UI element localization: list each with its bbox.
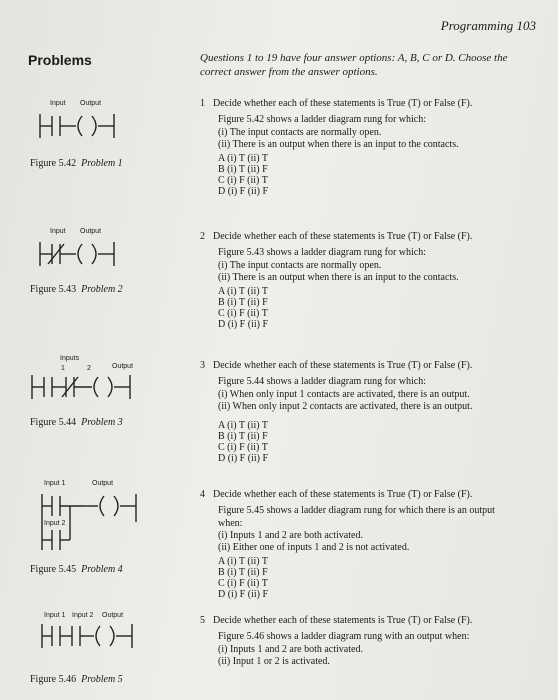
figure-5-43 xyxy=(30,228,180,303)
page-header: Programming 103 xyxy=(440,18,536,33)
answer-option-a[interactable]: A (i) T (ii) T xyxy=(218,286,268,298)
figure-label-input: Input xyxy=(50,228,66,235)
figure-caption: Figure 5.43 Problem 2 xyxy=(30,284,123,295)
figure-label-output: Output xyxy=(80,228,102,235)
answer-option-b[interactable]: B (i) T (ii) F xyxy=(218,296,268,308)
section-title: Problems xyxy=(28,52,92,68)
question-1: 1 Decide whether each of these statements is True (T) or False (F). Figure 5.42 shows a ladder diagram rung for which: (i) The input contacts are normally open. (ii) There is an output when there is an input to the contacts. A (i) T (ii) T B (i) T (ii) F C (i) F (ii) T D (i) F (ii) F xyxy=(200,98,540,197)
answer-option-d[interactable]: D (i) F (ii) F xyxy=(218,588,268,600)
ladder-rung-diagram xyxy=(38,240,138,268)
answer-option-d[interactable]: D (i) F (ii) F xyxy=(218,452,268,464)
ladder-rung-diagram xyxy=(30,373,160,401)
figure-label-inputs: Inputs xyxy=(60,355,80,362)
figure-label-output: Output xyxy=(102,612,124,619)
question-3: 3 Decide whether each of these statements is True (T) or False (F). Figure 5.44 shows a ladder diagram rung for which: (i) When only input 1 contacts are activated, there is an output. (ii) When only input 2 contacts are activated, there is an output. A (i) T (ii) T B (i) T (ii) F C (i) F (ii) T D (i) F (ii) F xyxy=(200,360,540,464)
figure-5-45 xyxy=(30,480,180,580)
figure-label-input-1: Input 1 xyxy=(44,612,66,619)
figure-caption: Figure 5.46 Problem 5 xyxy=(30,674,123,685)
instructions: Questions 1 to 19 have four answer options: A, B, C or D. Choose the correct answer from the answer options. xyxy=(200,52,508,78)
figure-caption: Figure 5.42 Problem 1 xyxy=(30,158,123,169)
answer-option-c[interactable]: C (i) F (ii) T xyxy=(218,441,268,453)
answer-option-a[interactable]: A (i) T (ii) T xyxy=(218,153,268,165)
figure-label-input-1: Input 1 xyxy=(44,480,66,487)
figure-label-input-2: 2 xyxy=(87,365,91,372)
answer-option-d[interactable]: D (i) F (ii) F xyxy=(218,318,268,330)
ladder-rung-diagram xyxy=(38,112,138,140)
figure-caption: Figure 5.44 Problem 3 xyxy=(30,417,123,428)
figure-label-output: Output xyxy=(92,480,114,487)
figure-5-42 xyxy=(30,100,170,175)
figure-5-46 xyxy=(30,612,180,692)
figure-label-input-1: 1 xyxy=(61,365,65,372)
figure-caption: Figure 5.45 Problem 4 xyxy=(30,564,123,575)
figure-label-input-2: Input 2 xyxy=(72,612,94,619)
question-2: 2 Decide whether each of these statements is True (T) or False (F). Figure 5.43 shows a ladder diagram rung for which: (i) The input contacts are normally open. (ii) There is an output when there is an input to the contacts. A (i) T (ii) T B (i) T (ii) F C (i) F (ii) T D (i) F (ii) F xyxy=(200,231,540,330)
question-4: 4 Decide whether each of these statements is True (T) or False (F). Figure 5.45 shows a ladder diagram rung for which there is an output when: (i) Inputs 1 and 2 are both activated. (ii) Either one of inputs 1 and 2 is not activated. A (i) T (ii) T B (i) T (ii) F C (i) F (ii) T D (i) F (ii) F xyxy=(200,489,540,601)
answer-option-c[interactable]: C (i) F (ii) T xyxy=(218,578,268,590)
answer-option-b[interactable]: B (i) T (ii) F xyxy=(218,567,268,579)
ladder-rung-diagram xyxy=(40,622,160,650)
answer-option-c[interactable]: C (i) F (ii) T xyxy=(218,174,268,186)
answer-option-a[interactable]: A (i) T (ii) T xyxy=(218,420,268,432)
question-5: 5 Decide whether each of these statements is True (T) or False (F). Figure 5.46 shows a ladder diagram rung with an output when: (i) Inputs 1 and 2 are both activated. (ii) Input 1 or 2 is activated. xyxy=(200,615,473,667)
answer-option-c[interactable]: C (i) F (ii) T xyxy=(218,307,268,319)
answer-option-b[interactable]: B (i) T (ii) F xyxy=(218,163,268,175)
figure-label-input-2: Input 2 xyxy=(44,520,66,527)
figure-label-output: Output xyxy=(112,363,134,370)
answer-option-a[interactable]: A (i) T (ii) T xyxy=(218,556,268,568)
figure-label-input: Input xyxy=(50,100,66,107)
figure-label-output: Output xyxy=(80,100,102,107)
ladder-rung-diagram xyxy=(40,492,150,552)
answer-option-b[interactable]: B (i) T (ii) F xyxy=(218,430,268,442)
answer-option-d[interactable]: D (i) F (ii) F xyxy=(218,185,268,197)
figure-5-44 xyxy=(30,355,180,435)
